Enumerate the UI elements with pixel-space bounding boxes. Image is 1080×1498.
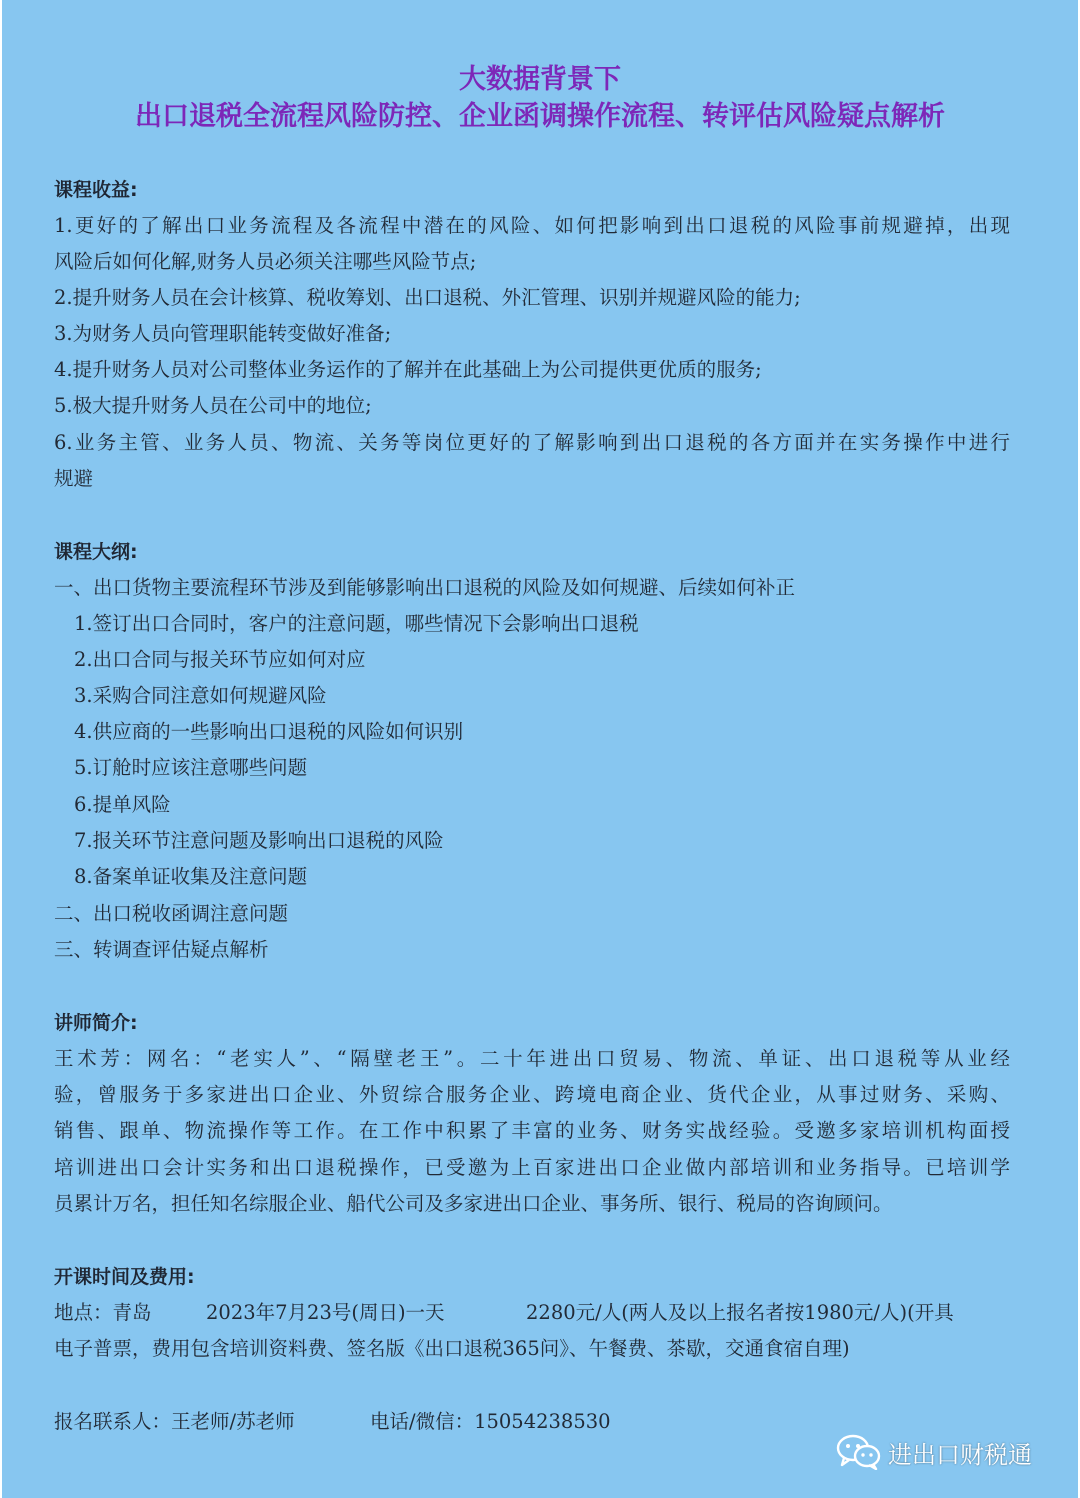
outline-section-2: 二、出口税收函调注意问题 [54,902,289,925]
outline-sub-item-6: 6.提单风险 [74,793,171,816]
schedule-heading: 开课时间及费用: [54,1266,195,1288]
instructor-line-5: 员累计万名，担任知名综服企业、船代公司及多家进出口企业、事务所、银行、税局的咨询顾问。 [54,1192,893,1215]
course-flyer [2,0,1078,1498]
benefit-line-4: 3.为财务人员向管理职能转变做好准备; [54,322,392,345]
benefits-heading: 课程收益: [54,179,138,201]
schedule-location: 地点：青岛 [54,1301,152,1324]
benefit-line-6: 5.极大提升财务人员在公司中的地位; [54,394,372,417]
schedule-date: 2023年7月23号(周日)一天 [206,1301,445,1324]
contact-phone: 电话/微信：15054238530 [370,1410,611,1433]
benefit-line-5: 4.提升财务人员对公司整体业务运作的了解并在此基础上为公司提供更优质的服务; [54,358,762,381]
benefit-line-8: 规避 [54,467,94,490]
outline-sub-item-8: 8.备案单证收集及注意问题 [74,865,308,888]
outline-sub-item-4: 4.供应商的一些影响出口退税的风险如何识别 [74,720,464,743]
benefit-line-3: 2.提升财务人员在会计核算、税收筹划、出口退税、外汇管理、识别并规避风险的能力; [54,286,801,309]
schedule-note: 电子普票，费用包含培训资料费、签名版《出口退税365问》、午餐费、茶歇，交通食宿自理) [54,1337,850,1360]
outline-sub-item-7: 7.报关环节注意问题及影响出口退税的风险 [74,829,444,852]
wechat-icon [836,1434,882,1470]
outline-sub-item-2: 2.出口合同与报关环节应如何对应 [74,648,366,671]
benefit-line-1: 1.更好的了解出口业务流程及各流程中潜在的风险、如何把影响到出口退税的风险事前规避掉，出现 [54,214,1010,237]
title-line-2: 出口退税全流程风险防控、企业函调操作流程、转评估风险疑点解析 [135,101,945,132]
benefit-line-7: 6.业务主管、业务人员、物流、关务等岗位更好的了解影响到出口退税的各方面并在实务操作中进行 [54,431,1010,454]
instructor-line-2: 验，曾服务于多家进出口企业、外贸综合服务企业、跨境电商企业、货代企业，从事过财务、采购、 [54,1083,1010,1106]
wechat-watermark [836,1430,1032,1474]
outline-section-3: 三、转调查评估疑点解析 [54,938,269,961]
watermark-text: 进出口财税通 [888,1440,1032,1469]
outline-sub-item-1: 1.签订出口合同时，客户的注意问题，哪些情况下会影响出口退税 [74,612,639,635]
title-line-1: 大数据背景下 [459,64,621,95]
outline-sub-item-5: 5.订舱时应该注意哪些问题 [74,756,308,779]
outline-heading: 课程大纲: [54,541,138,563]
instructor-line-1: 王术芳：网名：“老实人”、“隔壁老王”。二十年进出口贸易、物流、单证、出口退税等从业经 [54,1047,1010,1070]
instructor-line-4: 培训进出口会计实务和出口退税操作，已受邀为上百家进出口企业做内部培训和业务指导。已培训学 [54,1156,1010,1179]
outline-section-1: 一、出口货物主要流程环节涉及到能够影响出口退税的风险及如何规避、后续如何补正 [54,576,796,599]
outline-sub-item-3: 3.采购合同注意如何规避风险 [74,684,327,707]
instructor-heading: 讲师简介: [54,1012,138,1034]
schedule-price: 2280元/人(两人及以上报名者按1980元/人)(开具 [526,1301,954,1324]
instructor-line-3: 销售、跟单、物流操作等工作。在工作中积累了丰富的业务、财务实战经验。受邀多家培训机构面授 [54,1119,1010,1142]
contact-person: 报名联系人：王老师/苏老师 [54,1410,295,1433]
benefit-line-2: 风险后如何化解,财务人员必须关注哪些风险节点; [54,250,477,273]
